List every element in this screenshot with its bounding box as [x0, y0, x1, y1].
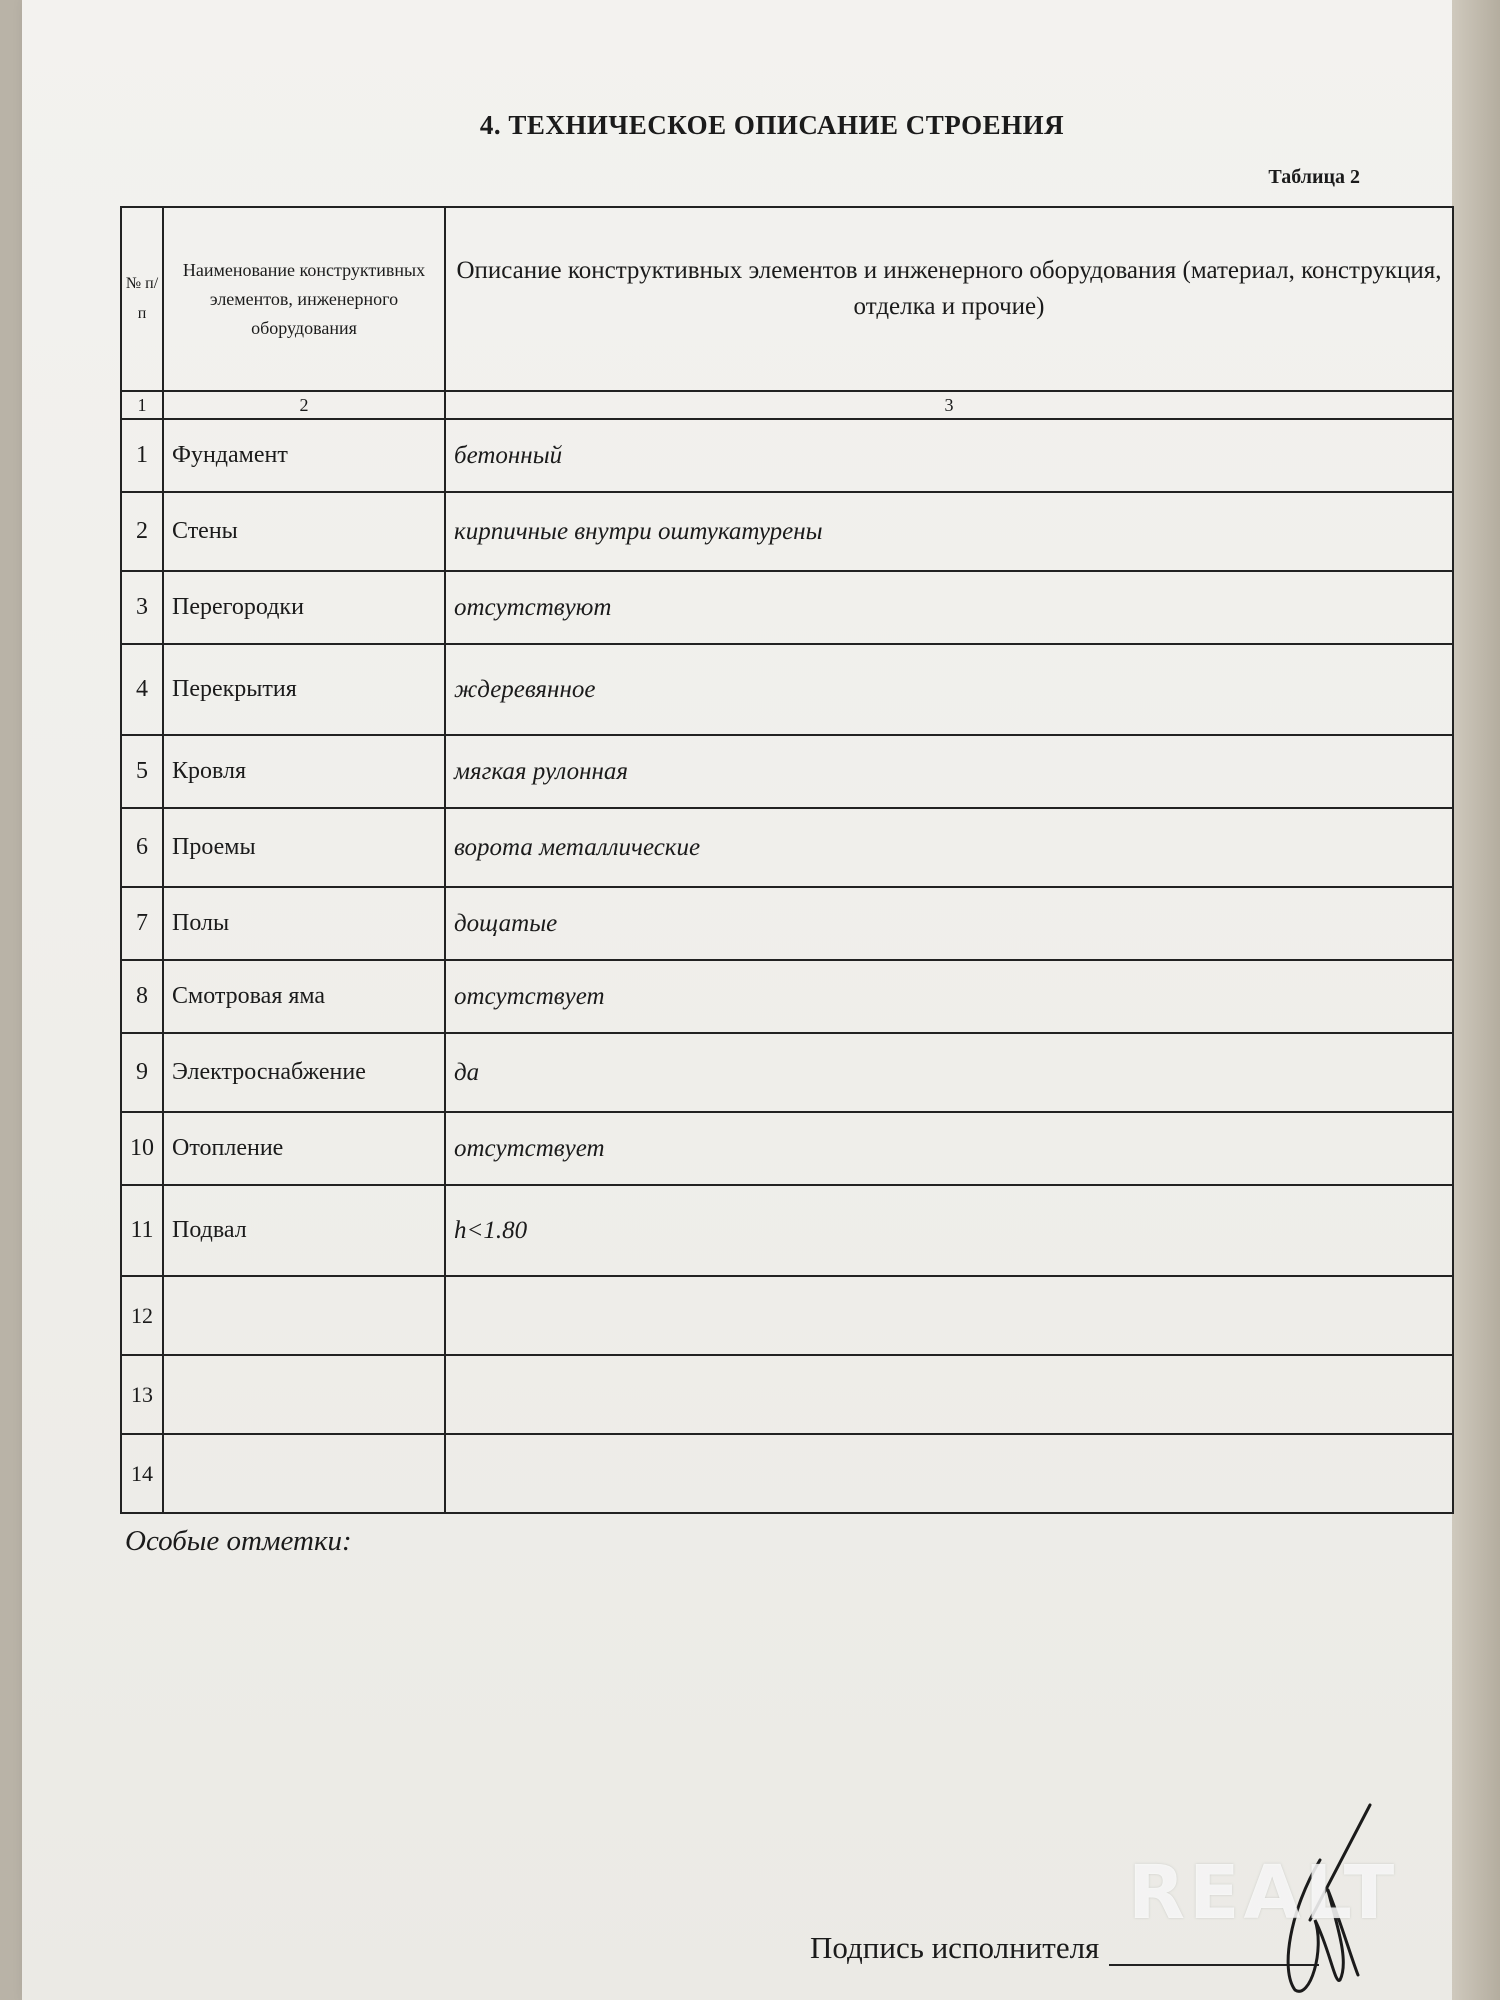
row-element-name: Подвал: [163, 1185, 445, 1276]
column-index: 2: [163, 391, 445, 419]
row-number: 5: [121, 735, 163, 808]
row-number: 14: [121, 1434, 163, 1513]
row-number: 1: [121, 419, 163, 492]
table-row: [121, 419, 1453, 492]
page-edge: [1452, 0, 1500, 2000]
table-row: [121, 1112, 1453, 1185]
row-description: [445, 1276, 1453, 1355]
row-description: h<1.80: [445, 1185, 1453, 1276]
row-element-name: [163, 1276, 445, 1355]
page-title: 4. ТЕХНИЧЕСКОЕ ОПИСАНИЕ СТРОЕНИЯ: [479, 110, 1065, 140]
row-number: 3: [121, 571, 163, 644]
table-label: Таблица 2: [1268, 166, 1360, 188]
row-number: 10: [121, 1112, 163, 1185]
special-notes-label: Особые отметки:: [125, 1525, 352, 1557]
header-description: Описание конструктивных элементов и инженерного оборудования (материал, конструкция, отделка и прочие): [445, 207, 1453, 391]
row-description: бетонный: [445, 419, 1453, 492]
table-header-row: [121, 207, 1453, 391]
table-row: [121, 1434, 1453, 1513]
row-description: отсутствуют: [445, 571, 1453, 644]
row-element-name: Смотровая яма: [163, 960, 445, 1033]
row-description: [445, 1355, 1453, 1434]
row-description: ждеревянное: [445, 644, 1453, 735]
row-element-name: Электроснабжение: [163, 1033, 445, 1112]
header-number: № п/ п: [121, 207, 163, 391]
row-description: [445, 1434, 1453, 1513]
row-element-name: [163, 1355, 445, 1434]
row-element-name: Перегородки: [163, 571, 445, 644]
row-element-name: Фундамент: [163, 419, 445, 492]
table-row: [121, 644, 1453, 735]
table-row: [121, 1185, 1453, 1276]
row-element-name: Отопление: [163, 1112, 445, 1185]
header-element-name: Наименование конструктивных элементов, инженерного оборудования: [163, 207, 445, 391]
row-description: кирпичные внутри оштукатурены: [445, 492, 1453, 571]
table-row: [121, 571, 1453, 644]
table-row: [121, 1033, 1453, 1112]
row-element-name: Кровля: [163, 735, 445, 808]
row-description: ворота металлические: [445, 808, 1453, 887]
row-description: мягкая рулонная: [445, 735, 1453, 808]
row-number: 2: [121, 492, 163, 571]
row-number: 12: [121, 1276, 163, 1355]
signature-label: Подпись исполнителя: [810, 1930, 1100, 1965]
row-number: 4: [121, 644, 163, 735]
column-index: 1: [121, 391, 163, 419]
row-description: да: [445, 1033, 1453, 1112]
row-element-name: Перекрытия: [163, 644, 445, 735]
row-element-name: [163, 1434, 445, 1513]
row-number: 13: [121, 1355, 163, 1434]
table-row: [121, 960, 1453, 1033]
row-element-name: Полы: [163, 887, 445, 960]
row-number: 7: [121, 887, 163, 960]
column-index: 3: [445, 391, 1453, 419]
row-element-name: Проемы: [163, 808, 445, 887]
row-description: отсутствует: [445, 1112, 1453, 1185]
table-row: [121, 735, 1453, 808]
table-row: [121, 808, 1453, 887]
row-number: 6: [121, 808, 163, 887]
row-element-name: Стены: [163, 492, 445, 571]
table-row: [121, 1276, 1453, 1355]
row-number: 11: [121, 1185, 163, 1276]
table-row: [121, 492, 1453, 571]
technical-description-table: [120, 206, 1454, 1514]
row-number: 8: [121, 960, 163, 1033]
row-number: 9: [121, 1033, 163, 1112]
column-index-row: [121, 391, 1453, 419]
row-description: дощатые: [445, 887, 1453, 960]
row-description: отсутствует: [445, 960, 1453, 1033]
table-row: [121, 1355, 1453, 1434]
table-row: [121, 887, 1453, 960]
realt-watermark: REALT: [1128, 1850, 1399, 1936]
